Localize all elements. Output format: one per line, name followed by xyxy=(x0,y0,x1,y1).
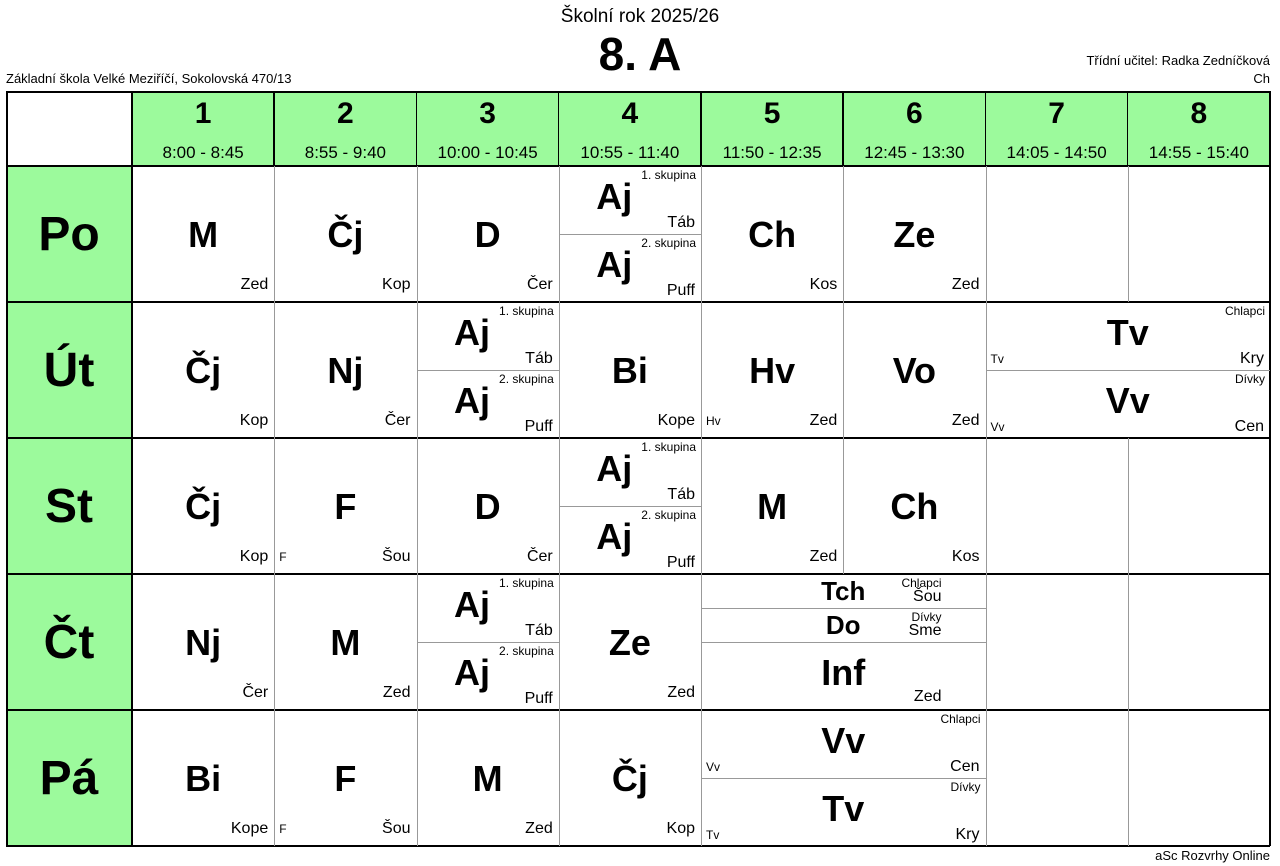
lesson-subject: Čj xyxy=(327,214,364,255)
lesson-teacher: Kop xyxy=(666,820,695,837)
lesson-teacher: Zed xyxy=(809,548,838,565)
period-divider xyxy=(273,91,275,166)
lesson-group: Chlapci xyxy=(940,712,981,726)
period-divider xyxy=(1127,91,1129,166)
period-divider xyxy=(700,91,702,166)
lesson-subject: Čj xyxy=(185,486,222,527)
lesson-subject: Vv xyxy=(821,720,866,761)
day-label: Út xyxy=(43,343,95,397)
lesson-teacher: Zed xyxy=(951,276,980,293)
period-time: 10:55 - 11:40 xyxy=(580,143,680,162)
lesson-teacher: Šou xyxy=(382,548,411,565)
period-time: 8:00 - 8:45 xyxy=(162,143,244,162)
day-header xyxy=(6,710,132,846)
lesson-teacher: Kop xyxy=(239,548,269,565)
period-number: 4 xyxy=(621,97,639,130)
lesson-cell[interactable] xyxy=(417,166,559,302)
lesson-cell[interactable] xyxy=(559,574,701,710)
lesson-subject: Ch xyxy=(748,214,797,255)
lesson-cell[interactable] xyxy=(843,438,985,574)
lesson-teacher: Čer xyxy=(526,276,553,293)
day-header xyxy=(6,438,132,574)
lesson-subject: F xyxy=(334,758,357,799)
period-divider xyxy=(985,91,987,166)
lesson-subject: Bi xyxy=(611,350,648,391)
lesson-group-part[interactable] xyxy=(559,438,701,506)
day-label: Po xyxy=(38,207,100,261)
period-header xyxy=(986,91,1128,166)
lesson-teacher: Puff xyxy=(524,418,553,435)
period-header xyxy=(274,91,416,166)
lesson-cell[interactable] xyxy=(843,302,985,438)
lesson-group-part[interactable] xyxy=(417,302,559,370)
lesson-room: Vv xyxy=(990,420,1005,434)
lesson-teacher: Sme xyxy=(908,622,942,639)
lesson-cell[interactable] xyxy=(132,710,274,846)
period-number: 6 xyxy=(906,97,923,130)
lesson-teacher: Čer xyxy=(384,412,411,429)
lesson-teacher: Kope xyxy=(657,412,695,429)
period-header xyxy=(417,91,559,166)
period-header xyxy=(132,91,274,166)
lesson-subject: Tch xyxy=(821,576,866,606)
lesson-subject: Nj xyxy=(327,350,364,391)
lesson-cell[interactable] xyxy=(986,302,1271,438)
border-right xyxy=(1269,91,1271,846)
lesson-subject: Aj xyxy=(596,516,633,557)
day-header xyxy=(6,574,132,710)
lesson-room: F xyxy=(279,822,287,836)
day-label: St xyxy=(45,479,93,533)
school-name: Základní škola Velké Meziříčí, Sokolovská 470/13 xyxy=(6,71,292,86)
lesson-cell[interactable] xyxy=(701,302,843,438)
lesson-subject: Aj xyxy=(453,584,490,625)
period-time: 10:00 - 10:45 xyxy=(437,143,538,162)
lesson-teacher: Kop xyxy=(239,412,269,429)
lesson-teacher: Puff xyxy=(524,690,553,707)
lesson-teacher: Zed xyxy=(240,276,269,293)
lesson-teacher: Kop xyxy=(382,276,411,293)
lesson-group-part[interactable] xyxy=(559,166,701,234)
lesson-group-part[interactable] xyxy=(417,574,559,642)
lesson-subject: Vo xyxy=(892,350,937,391)
cell-divider xyxy=(1128,166,1129,302)
lesson-group-part[interactable] xyxy=(559,234,701,302)
part-divider xyxy=(559,234,701,235)
lesson-teacher: Kope xyxy=(230,820,269,837)
lesson-cell[interactable] xyxy=(417,438,559,574)
lesson-teacher: Šou xyxy=(913,588,942,605)
lesson-cell[interactable] xyxy=(274,302,416,438)
lesson-cell[interactable] xyxy=(701,438,843,574)
lesson-group: 1. skupina xyxy=(499,576,554,590)
lesson-subject: Tv xyxy=(822,788,865,829)
lesson-room: Hv xyxy=(706,414,721,428)
corner-cell xyxy=(6,91,132,166)
class-teacher-subject: Ch xyxy=(1253,71,1270,86)
lesson-group: 2. skupina xyxy=(499,372,554,386)
lesson-group-part[interactable] xyxy=(701,710,986,778)
timetable-grid xyxy=(6,91,1270,846)
cell-divider xyxy=(986,574,987,710)
lesson-cell[interactable] xyxy=(274,710,416,846)
lesson-subject: Ze xyxy=(608,622,651,663)
period-number: 5 xyxy=(763,97,781,130)
lesson-group: 1. skupina xyxy=(641,440,696,454)
lesson-cell[interactable] xyxy=(417,574,559,710)
part-divider xyxy=(559,506,701,507)
lesson-teacher: Zed xyxy=(382,684,411,701)
lesson-group-part[interactable] xyxy=(417,642,559,710)
lesson-teacher: Kry xyxy=(955,826,980,843)
lesson-subject: D xyxy=(474,214,501,255)
day-label: Pá xyxy=(39,751,99,805)
part-divider xyxy=(701,778,986,779)
part-divider xyxy=(417,370,559,371)
period-time: 11:50 - 12:35 xyxy=(722,143,822,162)
period-number: 7 xyxy=(1048,97,1065,130)
lesson-group: 2. skupina xyxy=(641,508,696,522)
lesson-teacher: Táb xyxy=(525,350,553,367)
lesson-cell[interactable] xyxy=(132,574,274,710)
lesson-subject: M xyxy=(188,214,219,255)
lesson-group: Dívky xyxy=(1235,372,1265,386)
part-divider xyxy=(986,370,1271,371)
period-divider xyxy=(558,91,560,166)
lesson-room: Vv xyxy=(706,760,721,774)
class-teacher: Třídní učitel: Radka Zedníčková xyxy=(1086,53,1270,68)
cell-divider xyxy=(1128,574,1129,710)
lesson-subject: M xyxy=(757,486,788,527)
lesson-group: Chlapci xyxy=(1224,304,1265,318)
lesson-group: Dívky xyxy=(950,780,981,794)
lesson-room: F xyxy=(279,550,287,564)
lesson-subject: Do xyxy=(825,610,861,640)
lesson-group-part[interactable] xyxy=(559,506,701,574)
lesson-group: 2. skupina xyxy=(499,644,554,658)
cell-divider xyxy=(1128,710,1129,846)
lesson-cell[interactable] xyxy=(132,166,274,302)
lesson-group: 1. skupina xyxy=(499,304,554,318)
day-header xyxy=(6,166,132,302)
lesson-subject: M xyxy=(472,758,503,799)
class-name: 8. A xyxy=(598,28,682,80)
lesson-subject: Aj xyxy=(596,176,633,217)
lesson-cell[interactable] xyxy=(417,710,559,846)
period-number: 3 xyxy=(479,97,496,130)
lesson-subject: F xyxy=(334,486,357,527)
footer-credit: aSc Rozvrhy Online xyxy=(1155,848,1270,863)
lesson-group: 1. skupina xyxy=(641,168,696,182)
part-divider xyxy=(417,642,559,643)
lesson-teacher: Zed xyxy=(951,412,980,429)
lesson-subject: Bi xyxy=(185,758,222,799)
lesson-teacher: Kos xyxy=(951,548,980,565)
lesson-group-part[interactable] xyxy=(701,574,986,608)
lesson-subject: Aj xyxy=(596,244,633,285)
lesson-teacher: Zed xyxy=(913,688,942,705)
lesson-cell[interactable] xyxy=(701,166,843,302)
period-divider xyxy=(416,91,418,166)
border-top xyxy=(6,91,1270,93)
lesson-cell[interactable] xyxy=(701,574,986,710)
lesson-teacher: Zed xyxy=(809,412,838,429)
school-year: Školní rok 2025/26 xyxy=(560,6,720,27)
lesson-group-part[interactable] xyxy=(417,370,559,438)
lesson-subject: Čj xyxy=(185,350,222,391)
period-number: 2 xyxy=(337,97,354,130)
cell-divider xyxy=(986,438,987,574)
lesson-group-part[interactable] xyxy=(701,778,986,846)
period-time: 14:05 - 14:50 xyxy=(1006,143,1107,162)
lesson-cell[interactable] xyxy=(559,166,701,302)
lesson-teacher: Cen xyxy=(950,758,980,775)
lesson-group: Chlapci xyxy=(901,576,942,590)
lesson-room: Tv xyxy=(706,828,720,842)
lesson-subject: Aj xyxy=(596,448,633,489)
cell-divider xyxy=(986,166,987,302)
lesson-subject: Ze xyxy=(893,214,936,255)
lesson-main[interactable] xyxy=(701,642,986,710)
lesson-subject: Aj xyxy=(453,312,490,353)
lesson-teacher: Čer xyxy=(242,684,269,701)
day-label: Čt xyxy=(43,615,95,669)
cell-divider xyxy=(1128,438,1129,574)
lesson-teacher: Kry xyxy=(1240,350,1264,367)
period-divider xyxy=(842,91,844,166)
lesson-teacher: Táb xyxy=(667,214,695,231)
lesson-cell[interactable] xyxy=(559,438,701,574)
lesson-teacher: Zed xyxy=(667,684,695,701)
lesson-subject: Aj xyxy=(453,380,490,421)
lesson-subject: Nj xyxy=(185,622,222,663)
period-time: 8:55 - 9:40 xyxy=(304,143,387,162)
period-number: 8 xyxy=(1190,97,1208,130)
period-header xyxy=(701,91,843,166)
lesson-subject: D xyxy=(474,486,501,527)
lesson-subject: Vv xyxy=(1105,380,1150,421)
lesson-cell[interactable] xyxy=(559,302,701,438)
lesson-cell[interactable] xyxy=(274,438,416,574)
lesson-cell[interactable] xyxy=(843,166,985,302)
lesson-subject: Hv xyxy=(749,350,796,391)
lesson-group: Dívky xyxy=(911,610,942,624)
period-header xyxy=(1128,91,1270,166)
period-time: 12:45 - 13:30 xyxy=(864,143,965,162)
lesson-subject: Ch xyxy=(890,486,939,527)
lesson-teacher: Táb xyxy=(667,486,695,503)
lesson-teacher: Šou xyxy=(382,820,411,837)
lesson-cell[interactable] xyxy=(701,710,986,846)
lesson-subject: Tv xyxy=(1106,312,1149,353)
period-time: 14:55 - 15:40 xyxy=(1148,143,1249,162)
lesson-group-part[interactable] xyxy=(986,302,1271,370)
lesson-cell[interactable] xyxy=(417,302,559,438)
lesson-room: Tv xyxy=(990,352,1004,366)
period-number: 1 xyxy=(194,97,212,130)
lesson-group-part[interactable] xyxy=(701,608,986,642)
lesson-group-part[interactable] xyxy=(986,370,1271,438)
lesson-cell[interactable] xyxy=(132,302,274,438)
lesson-teacher: Zed xyxy=(525,820,553,837)
lesson-subject: Aj xyxy=(453,652,490,693)
lesson-group: 2. skupina xyxy=(641,236,696,250)
lesson-subject: Inf xyxy=(821,652,866,693)
lesson-teacher: Puff xyxy=(666,554,695,571)
cell-divider xyxy=(986,710,987,846)
lesson-teacher: Kos xyxy=(809,276,838,293)
day-header xyxy=(6,302,132,438)
lesson-cell[interactable] xyxy=(559,710,701,846)
lesson-cell[interactable] xyxy=(274,166,416,302)
lesson-teacher: Čer xyxy=(526,548,553,565)
lesson-teacher: Puff xyxy=(666,282,695,299)
border-left xyxy=(6,91,8,846)
lesson-subject: Čj xyxy=(611,758,648,799)
lesson-subject: M xyxy=(330,622,361,663)
lesson-teacher: Táb xyxy=(525,622,553,639)
period-header xyxy=(843,91,985,166)
period-header xyxy=(559,91,701,166)
lesson-cell[interactable] xyxy=(132,438,274,574)
lesson-teacher: Cen xyxy=(1234,418,1264,435)
lesson-cell[interactable] xyxy=(274,574,416,710)
